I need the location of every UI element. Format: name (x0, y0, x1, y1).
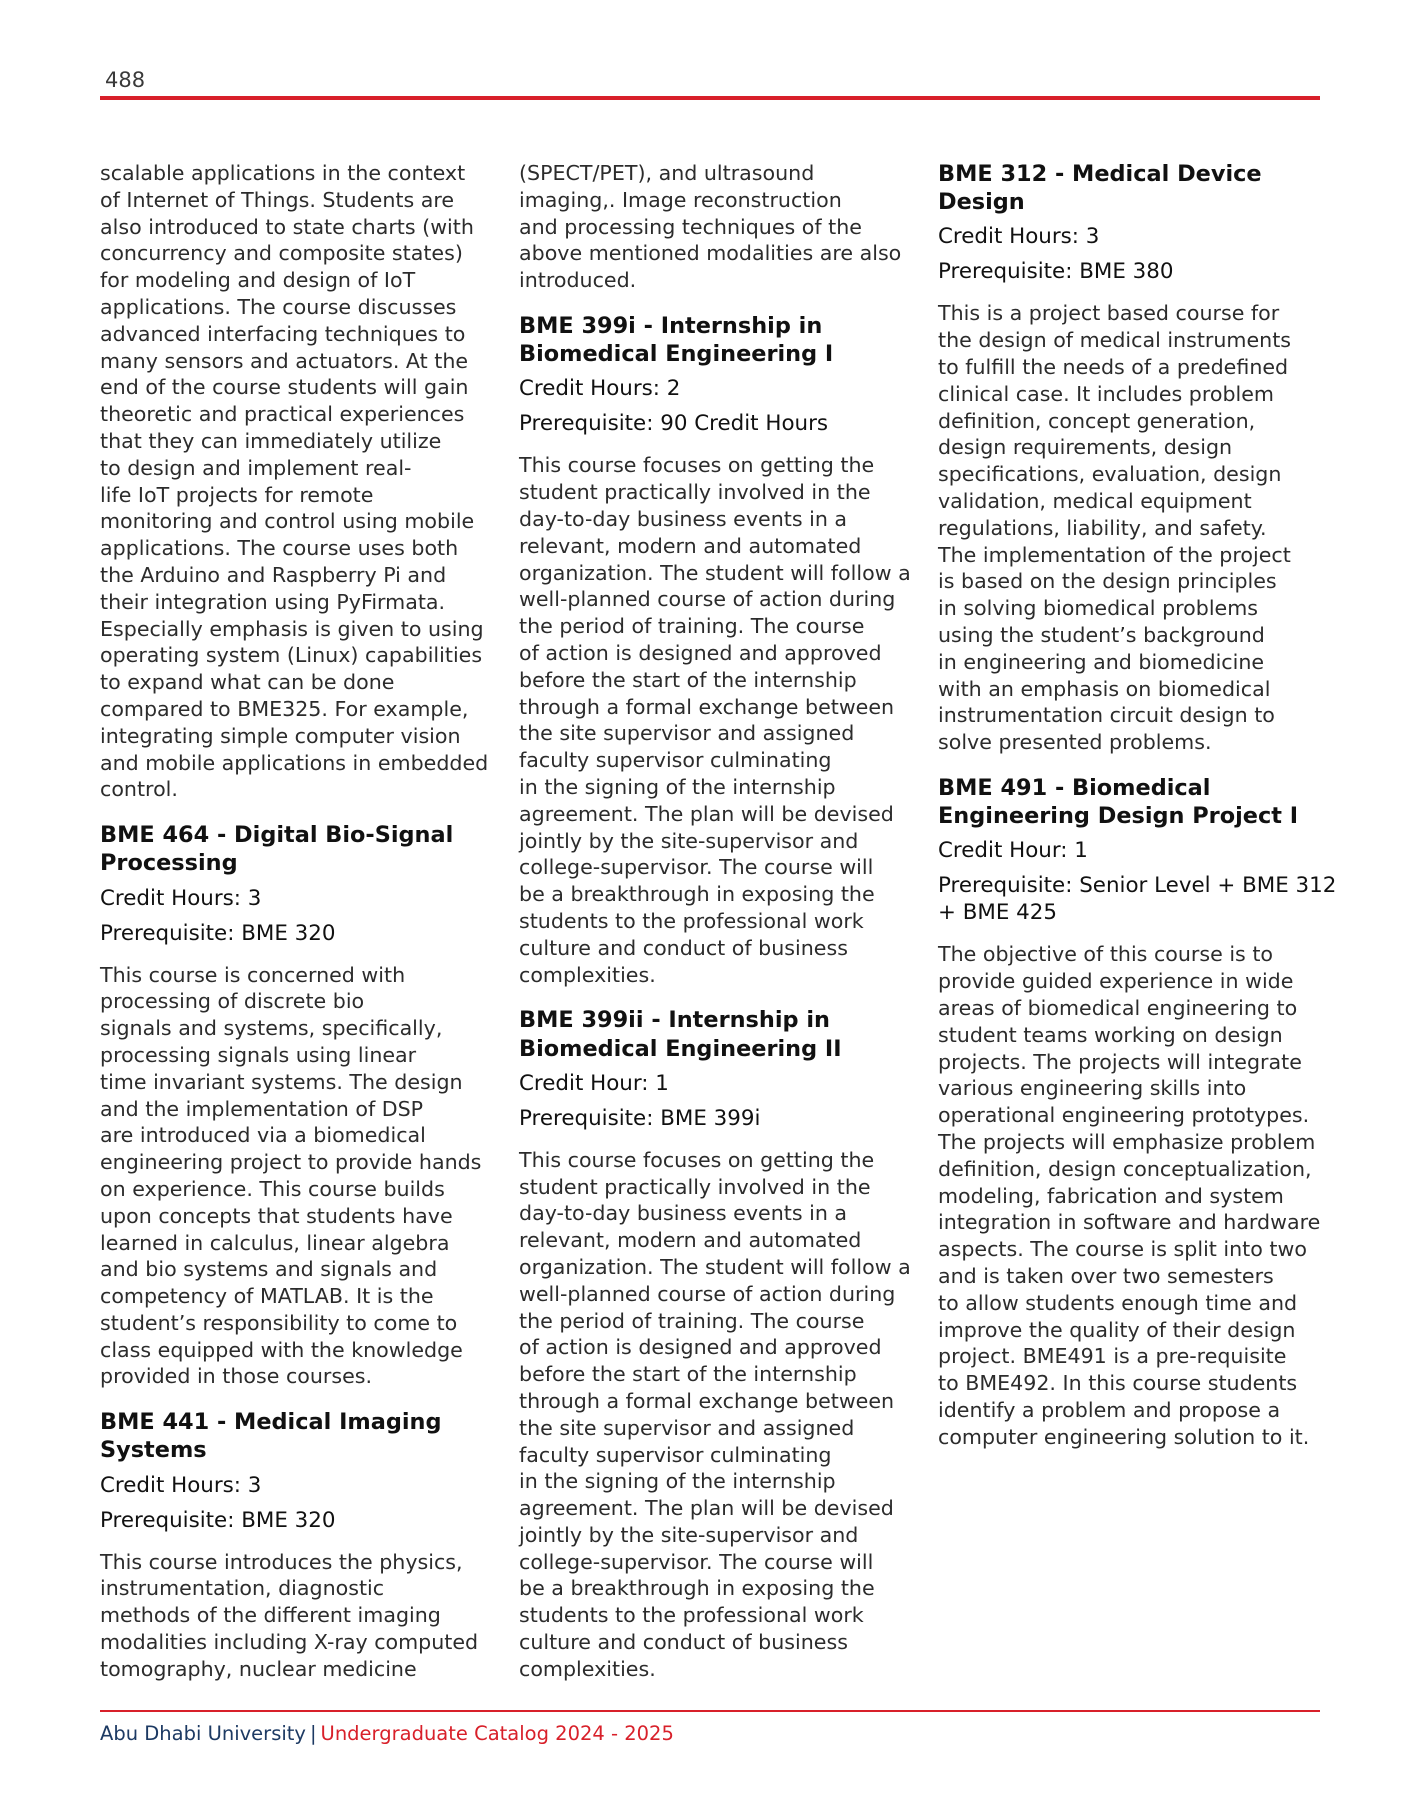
description-line: operational engineering prototypes. (938, 1103, 1310, 1128)
description-line: day-to-day business events in a (519, 506, 848, 531)
description-line: is based on the design principles (938, 569, 1277, 594)
course-title (938, 774, 1338, 830)
prerequisite-line: Prerequisite: BME 399i (519, 1105, 761, 1131)
course-section (519, 312, 919, 988)
description-line: introduced. (519, 268, 637, 293)
description-line: computer engineering solution to it. (938, 1424, 1310, 1449)
footer-separator: | (309, 1722, 317, 1745)
description-line: faculty supervisor culminating (519, 1442, 832, 1467)
description-line: students to the professional work (519, 908, 864, 933)
description-line: integrating simple computer vision (100, 723, 461, 748)
description-line: the site supervisor and assigned (519, 1415, 855, 1440)
description-line: using the student’s background (938, 622, 1265, 647)
prerequisite-line: Prerequisite: 90 Credit Hours (519, 411, 829, 437)
course-title (100, 821, 500, 877)
course-title-line: BME 312 - Medical Device (938, 161, 1262, 187)
description-line: identify a problem and propose a (938, 1397, 1281, 1422)
page-footer (100, 1722, 674, 1745)
description-line: and mobile applications in embedded (100, 750, 489, 775)
description-line: processing of discrete bio (100, 989, 365, 1014)
column-1 (100, 160, 500, 1683)
prerequisite-line: Prerequisite: BME 380 (938, 259, 1174, 285)
description-line: (SPECT/PET), and ultrasound (519, 161, 815, 185)
description-line: before the start of the internship (519, 1362, 857, 1387)
description-line: be a breakthrough in exposing the (519, 1576, 875, 1601)
credit-hours-line: Credit Hours: 3 (100, 885, 262, 911)
description-line: modeling, fabrication and system (938, 1183, 1284, 1208)
description-line: The implementation of the project (938, 542, 1291, 567)
description-line: well-planned course of action during (519, 587, 896, 612)
course-title-line: BME 399i - Internship in (519, 312, 823, 339)
course-description (519, 160, 919, 294)
description-line: time invariant systems. The design (100, 1069, 463, 1094)
credit-hours-line: Credit Hours: 3 (938, 224, 1100, 250)
description-line: relevant, modern and automated (519, 533, 862, 558)
description-line: above mentioned modalities are also (519, 241, 902, 266)
description-line: instrumentation, diagnostic (100, 1576, 385, 1601)
description-line: The projects will emphasize problem (938, 1129, 1316, 1154)
description-line: relevant, modern and automated (519, 1228, 862, 1253)
description-line: in the signing of the internship (519, 774, 836, 799)
description-line: are introduced via a biomedical (100, 1123, 426, 1148)
description-line: college-supervisor. The course will (519, 855, 874, 880)
description-line: agreement. The plan will be devised (519, 1496, 894, 1521)
header-rule (100, 96, 1320, 100)
description-line: and processing techniques of the (519, 214, 862, 239)
description-line: end of the course students will gain (100, 375, 469, 400)
description-line: with an emphasis on biomedical (938, 676, 1271, 701)
description-line: life IoT projects for remote (100, 482, 374, 507)
description-line: the Arduino and Raspberry Pi and (100, 562, 447, 587)
description-line: This is a project based course for (938, 301, 1280, 326)
continued-text-section (100, 160, 500, 803)
course-section (938, 160, 1338, 756)
description-line: college-supervisor. The course will (519, 1549, 874, 1574)
description-line: complexities. (519, 962, 656, 987)
description-line: class equipped with the knowledge (100, 1337, 463, 1362)
description-line: This course focuses on getting the (519, 453, 875, 478)
credit-hours (100, 885, 500, 912)
description-line: The objective of this course is to (938, 942, 1274, 967)
prerequisite-line: Prerequisite: Senior Level + BME 312 (938, 873, 1337, 899)
course-section (519, 1006, 919, 1682)
description-line: This course focuses on getting the (519, 1147, 875, 1172)
description-line: improve the quality of their design (938, 1317, 1296, 1342)
credit-hours (938, 223, 1338, 250)
prerequisite (938, 872, 1338, 926)
description-line: methods of the different imaging (100, 1603, 441, 1628)
credit-hours (519, 1070, 919, 1097)
course-title-line: BME 399ii - Internship in (519, 1007, 830, 1034)
credit-hours-line: Credit Hours: 3 (100, 1472, 262, 1498)
course-section (938, 774, 1338, 1451)
description-line: in engineering and biomedicine (938, 649, 1265, 674)
course-title-line: Biomedical Engineering II (519, 1035, 842, 1062)
description-line: solve presented problems. (938, 730, 1212, 755)
description-line: integration in software and hardware (938, 1210, 1321, 1235)
course-title-line: BME 441 - Medical Imaging (100, 1409, 442, 1436)
description-line: aspects. The course is split into two (938, 1237, 1307, 1262)
description-line: signals and systems, specifically, (100, 1016, 443, 1041)
description-line: to allow students enough time and (938, 1290, 1298, 1315)
course-description (100, 962, 500, 1391)
description-line: regulations, liability, and safety. (938, 515, 1267, 540)
course-title (100, 1408, 500, 1464)
description-line: scalable applications in the context (100, 161, 466, 185)
description-line: jointly by the site-supervisor and (519, 1522, 859, 1547)
prerequisite (519, 410, 919, 437)
description-line: advanced interfacing techniques to (100, 321, 466, 346)
description-line: through a formal exchange between (519, 1388, 895, 1413)
credit-hours-line: Credit Hour: 1 (519, 1070, 669, 1096)
description-line: the period of training. The course (519, 614, 865, 639)
course-description (938, 300, 1338, 756)
description-line: upon concepts that students have (100, 1203, 453, 1228)
description-line: be a breakthrough in exposing the (519, 882, 875, 907)
description-line: also introduced to state charts (with (100, 214, 474, 239)
course-title (519, 1006, 919, 1062)
description-line: projects. The projects will integrate (938, 1049, 1302, 1074)
description-line: instrumentation circuit design to (938, 703, 1275, 728)
description-line: their integration using PyFirmata. (100, 589, 446, 614)
description-line: of action is designed and approved (519, 640, 882, 665)
description-line: applications. The course uses both (100, 536, 459, 561)
description-line: culture and conduct of business (519, 935, 848, 960)
course-title (938, 160, 1338, 216)
course-title (519, 312, 919, 368)
description-line: areas of biomedical engineering to (938, 995, 1298, 1020)
column-3 (938, 160, 1338, 1451)
description-line: design requirements, design (938, 435, 1233, 460)
course-title-line: BME 464 - Digital Bio-Signal (100, 822, 454, 849)
description-line: the design of medical instruments (938, 328, 1292, 353)
description-line: agreement. The plan will be devised (519, 801, 894, 826)
course-section (100, 821, 500, 1390)
credit-hours (100, 1472, 500, 1499)
description-line: to BME492. In this course students (938, 1371, 1298, 1396)
description-line: culture and conduct of business (519, 1630, 848, 1655)
description-line: organization. The student will follow a (519, 1254, 911, 1279)
description-line: jointly by the site-supervisor and (519, 828, 859, 853)
description-line: many sensors and actuators. At the (100, 348, 469, 373)
course-description (100, 160, 500, 803)
description-line: complexities. (519, 1656, 656, 1681)
description-line: students to the professional work (519, 1603, 864, 1628)
footer-rule (100, 1710, 1320, 1712)
course-title-line: Design (938, 189, 1025, 216)
description-line: tomography, nuclear medicine (100, 1656, 417, 1681)
credit-hours (938, 837, 1338, 864)
prerequisite-line: Prerequisite: BME 320 (100, 920, 336, 946)
course-title-line: BME 491 - Biomedical (938, 774, 1211, 801)
description-line: learned in calculus, linear algebra (100, 1230, 450, 1255)
description-line: theoretic and practical experiences (100, 402, 465, 427)
prerequisite (938, 258, 1338, 285)
description-line: in the signing of the internship (519, 1469, 836, 1494)
description-line: compared to BME325. For example, (100, 696, 469, 721)
description-line: processing signals using linear (100, 1042, 417, 1067)
description-line: the site supervisor and assigned (519, 721, 855, 746)
description-line: day-to-day business events in a (519, 1201, 848, 1226)
description-line: provided in those courses. (100, 1364, 373, 1389)
credit-hours-line: Credit Hours: 2 (519, 376, 681, 402)
description-line: faculty supervisor culminating (519, 748, 832, 773)
description-line: of Internet of Things. Students are (100, 187, 455, 212)
course-description (519, 1147, 919, 1683)
course-description (100, 1549, 500, 1683)
description-line: of action is designed and approved (519, 1335, 882, 1360)
description-line: to expand what can be done (100, 670, 395, 695)
footer-catalog-title: Undergraduate Catalog 2024 - 2025 (320, 1722, 674, 1745)
prerequisite-line: Prerequisite: BME 320 (100, 1507, 336, 1533)
description-line: and bio systems and signals and (100, 1257, 438, 1282)
column-2 (519, 160, 919, 1683)
description-line: This course introduces the physics, (100, 1549, 463, 1574)
continued-text-section (519, 160, 919, 294)
description-line: to fulfill the needs of a predefined (938, 355, 1289, 379)
description-line: that they can immediately utilize (100, 428, 442, 453)
description-line: before the start of the internship (519, 667, 857, 692)
description-line: definition, design conceptualization, (938, 1156, 1312, 1181)
course-title-line: Biomedical Engineering I (519, 341, 834, 368)
description-line: student practically involved in the (519, 1174, 871, 1199)
description-line: This course is concerned with (100, 962, 406, 987)
credit-hours-line: Credit Hour: 1 (938, 838, 1088, 864)
course-description (519, 452, 919, 988)
page-number: 488 (105, 68, 146, 92)
prerequisite (100, 920, 500, 947)
description-line: to design and implement real- (100, 455, 412, 480)
description-line: operating system (Linux) capabilities (100, 643, 483, 668)
description-line: provide guided experience in wide (938, 969, 1294, 994)
description-line: well-planned course of action during (519, 1281, 896, 1306)
description-line: Especially emphasis is given to using (100, 616, 484, 641)
description-line: and is taken over two semesters (938, 1263, 1274, 1288)
description-line: clinical case. It includes problem (938, 381, 1274, 406)
course-description (938, 941, 1338, 1450)
description-line: the period of training. The course (519, 1308, 865, 1333)
description-line: specifications, evaluation, design (938, 462, 1282, 487)
description-line: monitoring and control using mobile (100, 509, 475, 534)
description-line: applications. The course discusses (100, 294, 457, 319)
description-line: engineering project to provide hands (100, 1150, 482, 1175)
description-line: project. BME491 is a pre-requisite (938, 1344, 1287, 1369)
description-line: student practically involved in the (519, 480, 871, 505)
prerequisite (100, 1507, 500, 1534)
course-title-line: Engineering Design Project I (938, 803, 1299, 830)
description-line: student teams working on design (938, 1022, 1283, 1047)
description-line: through a formal exchange between (519, 694, 895, 719)
course-title-line: Processing (100, 850, 238, 877)
description-line: organization. The student will follow a (519, 560, 911, 585)
description-line: imaging,. Image reconstruction (519, 187, 842, 212)
description-line: student’s responsibility to come to (100, 1310, 458, 1335)
description-line: control. (100, 777, 178, 802)
prerequisite-line: + BME 425 (938, 900, 1057, 926)
course-title-line: Systems (100, 1437, 207, 1464)
description-line: for modeling and design of IoT (100, 268, 416, 293)
description-line: modalities including X-ray computed (100, 1630, 479, 1655)
description-line: validation, medical equipment (938, 488, 1252, 513)
description-line: various engineering skills into (938, 1076, 1247, 1101)
description-line: on experience. This course builds (100, 1176, 445, 1201)
course-section (100, 1408, 500, 1682)
description-line: and the implementation of DSP (100, 1096, 424, 1121)
prerequisite (519, 1105, 919, 1132)
description-line: competency of MATLAB. It is the (100, 1284, 434, 1309)
description-line: definition, concept generation, (938, 408, 1256, 433)
credit-hours (519, 375, 919, 402)
description-line: concurrency and composite states) (100, 241, 463, 266)
footer-organization: Abu Dhabi University (100, 1722, 306, 1745)
description-line: in solving biomedical problems (938, 596, 1259, 621)
